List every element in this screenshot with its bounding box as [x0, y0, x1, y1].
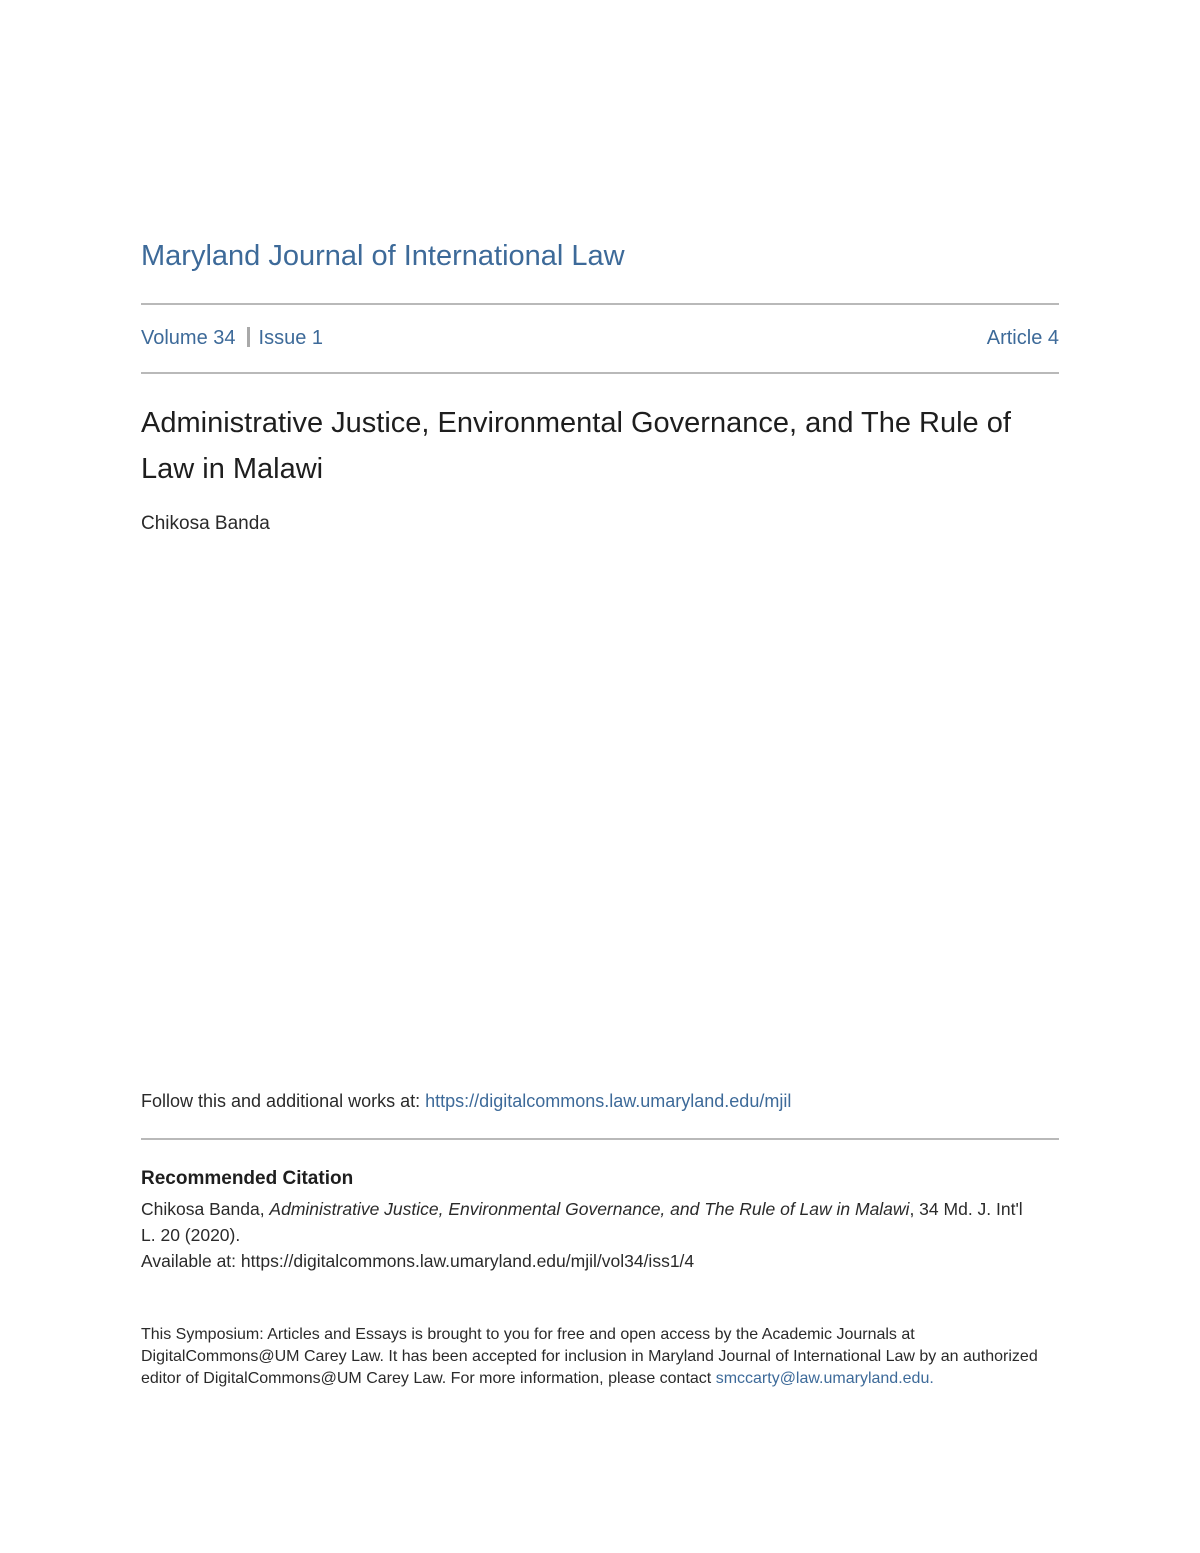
follow-text: Follow this and additional works at: — [141, 1091, 426, 1111]
available-at-url[interactable]: Available at: https://digitalcommons.law.umaryland.edu/mjil/vol34/iss1/4 — [141, 1251, 695, 1271]
footer-divider — [141, 1138, 1059, 1140]
cover-page — [141, 0, 1059, 1553]
citation-text — [141, 1196, 1041, 1248]
recommended-citation-heading: Recommended Citation — [141, 1168, 354, 1189]
volume-link[interactable]: Volume 34 — [141, 327, 236, 349]
header-divider-top — [141, 303, 1059, 305]
journal-title[interactable]: Maryland Journal of International Law — [141, 240, 625, 272]
article-number-link[interactable]: Article 4 — [986, 327, 1059, 349]
author-name: Chikosa Banda — [141, 513, 270, 534]
article-title: Administrative Justice, Environmental Governance, and The Rule of Law in Malawi — [141, 407, 1011, 485]
citation-source: , 34 Md. J. Int'l L. 20 (2020). — [141, 1199, 1023, 1245]
access-notice — [141, 1324, 1051, 1390]
header-divider-bottom — [141, 372, 1059, 374]
volume-issue — [141, 327, 323, 350]
issue-info-row — [141, 327, 1059, 355]
notice-text: This Symposium: Articles and Essays is brought to you for free and open access by the Academic Journals at DigitalCommons@UM Carey Law. It has been accepted for inclusion in Maryland Journal of International Law by an authorized editor of DigitalCommons@UM Carey Law. For more information, please contact — [141, 1326, 1038, 1387]
citation-author: Chikosa Banda, — [141, 1199, 270, 1219]
issue-link[interactable]: Issue 1 — [258, 327, 323, 349]
follow-line — [141, 1091, 791, 1112]
citation-title: Administrative Justice, Environmental Governance, and The Rule of Law in Malawi — [269, 1199, 910, 1219]
separator-bar — [247, 327, 250, 347]
contact-email-link[interactable]: smccarty@law.umaryland.edu. — [715, 1370, 934, 1387]
collection-link[interactable]: https://digitalcommons.law.umaryland.edu/mjil — [425, 1091, 792, 1111]
